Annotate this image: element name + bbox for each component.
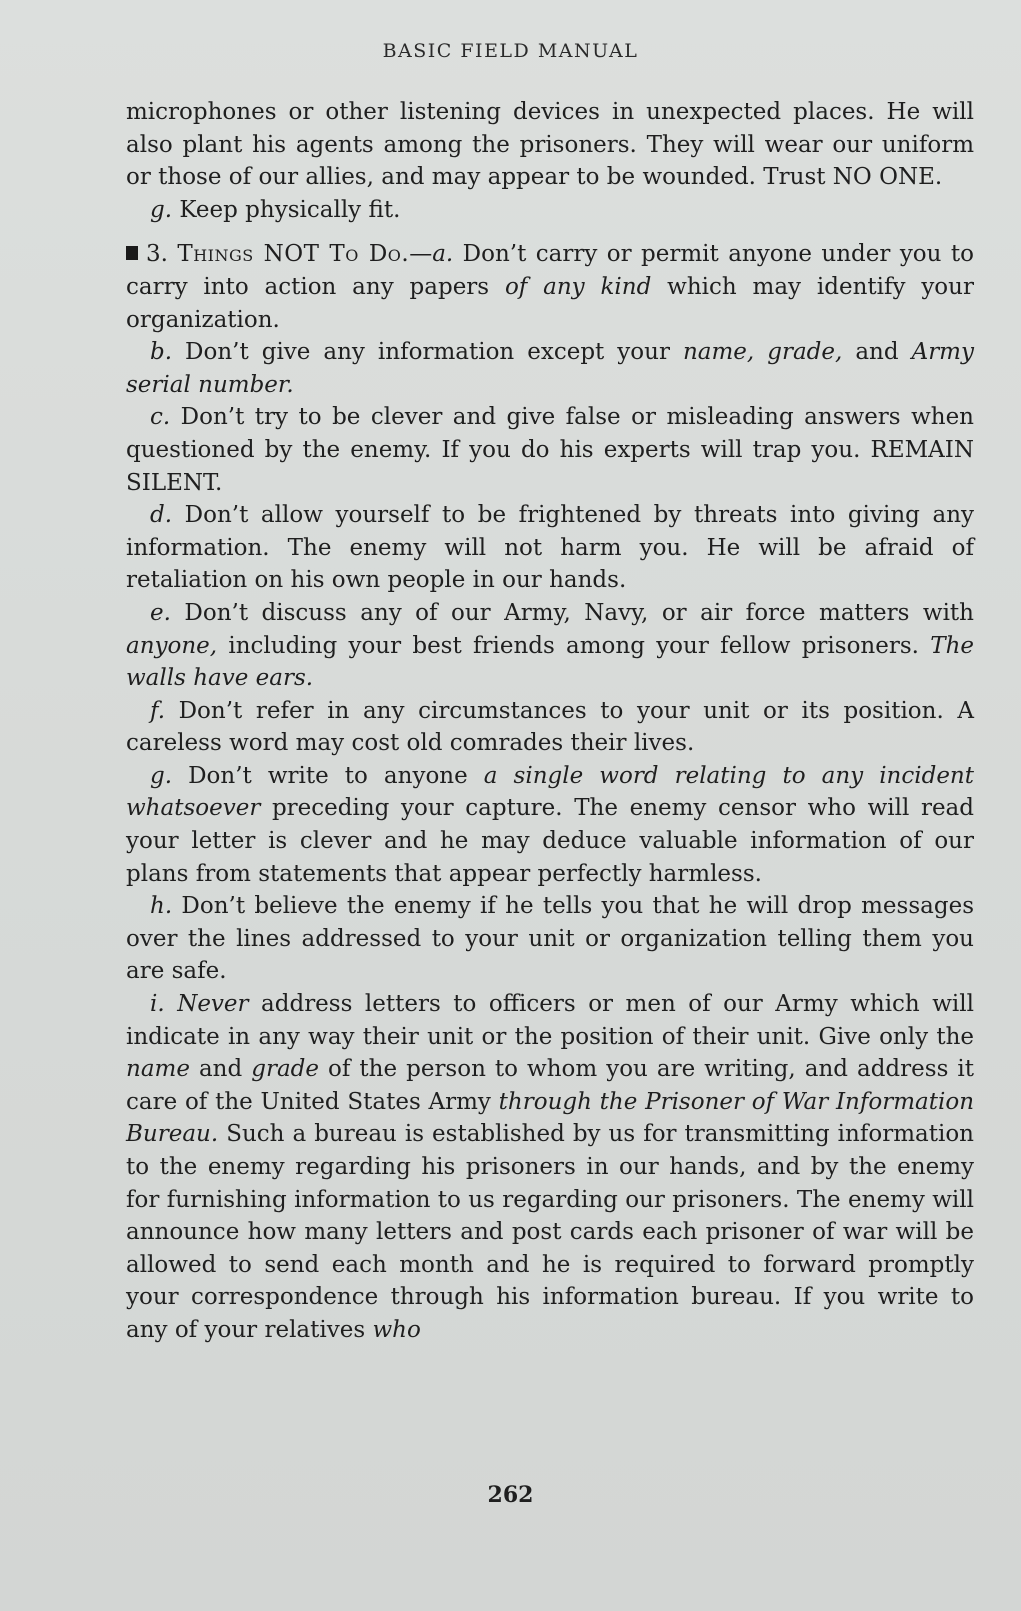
item-letter: c. — [150, 404, 171, 431]
emphasis-text: a single word relating to any incident whatsoever — [126, 762, 974, 822]
paragraph-e — [126, 597, 974, 695]
paragraph-c — [126, 401, 974, 499]
item-letter: g. — [150, 196, 173, 223]
paragraph-text: Don’t carry or permit anyone under you to carry into action any papers — [126, 241, 974, 300]
paragraph-g-write — [126, 760, 974, 890]
emphasis-text: name — [126, 1056, 190, 1083]
paragraph-text: Keep physically fit. — [172, 196, 401, 223]
paragraph-text: including your best friends among your fellow prisoners. — [217, 632, 931, 659]
item-letter: e. — [150, 599, 171, 626]
paragraph-text: Don’t try to be clever and give false or misleading answers when questioned by the enemy. If you do his experts will trap you. REMAIN SILENT. — [126, 404, 974, 496]
paragraph-text: address letters to officers or men of our Army which will indicate in any way their unit or the position of their unit. Give only the — [126, 991, 975, 1050]
paragraph-text: microphones or other listening devices in unexpected places. He will also plant his agents among the prisoners. They will wear our uniform or those of our allies, and may appear to be wounded. Trust NO ONE. — [126, 99, 974, 191]
emphasis-text: of any kind — [504, 273, 652, 300]
paragraph-text: of the person to whom you are writing, and address it care of the United States Army — [126, 1056, 974, 1115]
emphasis-text: The walls have ears. — [126, 632, 974, 692]
emphasis-text: anyone, — [126, 632, 218, 659]
paragraph-h — [126, 890, 974, 988]
emphasis-text: name, grade, — [682, 339, 843, 366]
paragraph-text: Don’t believe the enemy if he tells you that he will drop messages over the lines addressed to your unit or organization telling them you are safe. — [126, 893, 974, 985]
emphasis-text: through the Prisoner of War Information Bureau. — [126, 1088, 975, 1148]
paragraph-text: Don’t allow yourself to be frightened by threats into giving any information. The enemy will not harm you. He will be afraid of retaliation on his own people in our hands. — [126, 502, 974, 594]
item-letter: a. — [432, 241, 454, 268]
paragraph-text: preceding your capture. The enemy censor who will read your letter is clever and he may deduce valuable information of our plans from statements that appear perfectly harmless. — [126, 795, 974, 887]
emphasis-text: grade — [251, 1056, 320, 1083]
item-letter: g. — [150, 762, 173, 789]
paragraph-b — [126, 336, 974, 401]
heading-dash: — — [409, 241, 433, 268]
paragraph-text: Don’t write to anyone — [172, 762, 484, 789]
paragraph-f — [126, 695, 974, 760]
paragraph-text: Don’t refer in any circumstances to your unit or its position. A careless word may cost old comrades their lives. — [126, 697, 974, 757]
paragraph-text: and — [189, 1056, 252, 1083]
paragraph-text: Don’t discuss any of our Army, Navy, or air force matters with — [170, 599, 974, 626]
emphasis-text: Army serial number. — [126, 339, 974, 398]
section-heading: Things NOT To Do. — [177, 241, 410, 268]
body-text — [126, 96, 974, 1347]
paragraph-continuation — [126, 96, 974, 194]
item-letter: i. — [150, 991, 165, 1018]
item-letter: d. — [150, 502, 173, 529]
emphasis-text: Never — [177, 991, 249, 1018]
item-letter: b. — [150, 339, 173, 366]
running-header: BASIC FIELD MANUAL — [382, 40, 639, 62]
paragraph-text: Don’t give any information except your — [172, 339, 683, 366]
paragraph-d — [126, 499, 974, 597]
section-3-paragraph — [126, 238, 974, 336]
paragraph-i — [126, 988, 974, 1347]
paragraph-g-fit — [126, 194, 974, 227]
paragraph-text: and — [842, 339, 912, 366]
item-letter: f. — [150, 697, 166, 724]
paragraph-text: which may identify your organization. — [126, 273, 974, 333]
page-number: 262 — [487, 1482, 534, 1508]
emphasis-text: who — [372, 1316, 421, 1343]
item-letter: h. — [150, 893, 173, 920]
section-number: 3. — [146, 241, 168, 268]
section-marker-icon — [126, 246, 138, 260]
paragraph-text: Such a bureau is established by us for transmitting information to the enemy regarding his prisoners in our hands, and by the enemy for furnishing information to us regarding our prisoners. The enemy will announce how many letters and post cards each prisoner of war will be allowed to send each month and he is required to forward promptly your correspondence through his information bureau. If you write to any of your relatives — [126, 1121, 974, 1343]
